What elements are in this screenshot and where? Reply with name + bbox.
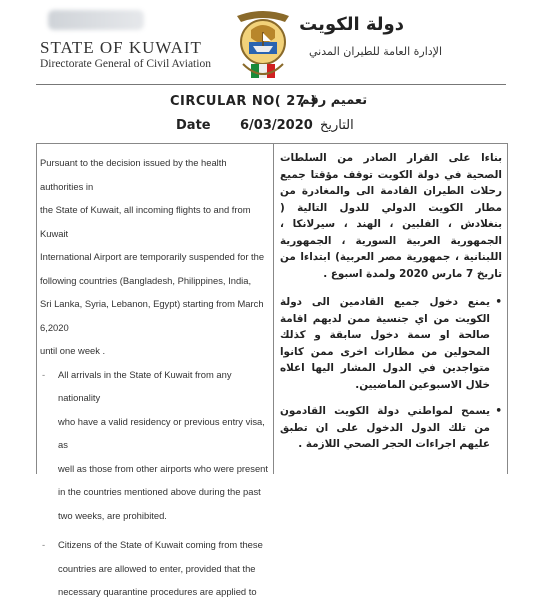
- date-value: 6/03/2020: [240, 118, 313, 133]
- date-label: Date: [176, 118, 211, 133]
- arabic-column: [280, 150, 502, 453]
- country-name-ar: دولة الكويت: [299, 14, 404, 35]
- directorate-name-en: Directorate General of Civil Aviation: [40, 58, 211, 70]
- circular-number-ar: تعميم رقم: [300, 93, 368, 108]
- english-column: [40, 151, 272, 604]
- intro-line: until one week .: [40, 345, 106, 356]
- column-divider: [273, 144, 274, 474]
- header-rule: [36, 84, 506, 85]
- country-name-en: STATE OF KUWAIT: [40, 38, 202, 57]
- list-item: - All arrivals in the State of Kuwait from any nationality who have a valid residency or previous entry visa, as well as those from other airports who were present in the countries mentioned above during the past two weeks, are prohibited.: [40, 363, 272, 528]
- intro-line: following countries (Bangladesh, Philippines, India,: [40, 274, 252, 286]
- kuwait-emblem-icon: [229, 8, 297, 84]
- arabic-bullet: • يسمح لمواطني دولة الكويت القادمون من تلك الدول الدخول على ان تطبق عليهم اجراءات الحجر الصحي اللازمة .: [280, 403, 502, 453]
- blurred-stamp: [48, 10, 144, 30]
- directorate-name-ar: الإدارة العامة للطيران المدني: [308, 45, 442, 58]
- arabic-bullet: • يمنع دخول جميع القادمين الى دولة الكويت من اي جنسية ممن لديهم اقامة صالحة او سمة دخول سابقة و كذلك المحولين من مطارات اخرى ممن كانوا متواجدين في الدول المشار اليها اعلاه خلال الاسبوعين الماضيين.: [280, 294, 502, 393]
- list-item: - Citizens of the State of Kuwait coming from these countries are allowed to enter, provided that the necessary quarantine procedures are applied to: [40, 533, 272, 604]
- date-label-ar: التاريخ: [320, 118, 354, 133]
- intro-line: Pursuant to the decision issued by the health authorities in: [40, 157, 227, 192]
- intro-line: International Airport are temporarily suspended for the: [40, 251, 265, 262]
- intro-line: the State of Kuwait, all incoming flights to and from Kuwait: [40, 204, 251, 239]
- circular-number: CIRCULAR NO( 27 ): [170, 94, 317, 109]
- arabic-intro: بناءا على القرار الصادر من السلطات الصحية في دولة الكويت توقف مؤقتا جميع رحلات الطيران القادمة الى والمغادرة من مطار الكويت الدولي للدول التالية ( بنغلادش ، الفلبين ، الهند ، سيرلانكا ، الجمهورية العربية السورية ، الجمهورية اللبنانية ، جمهورية مصر العربية) ابتداءا من تاريخ 7 مارس 2020 ولمدة اسبوع .: [280, 152, 502, 280]
- intro-line: Sri Lanka, Syria, Lebanon, Egypt) starting from March 6,2020: [40, 298, 264, 333]
